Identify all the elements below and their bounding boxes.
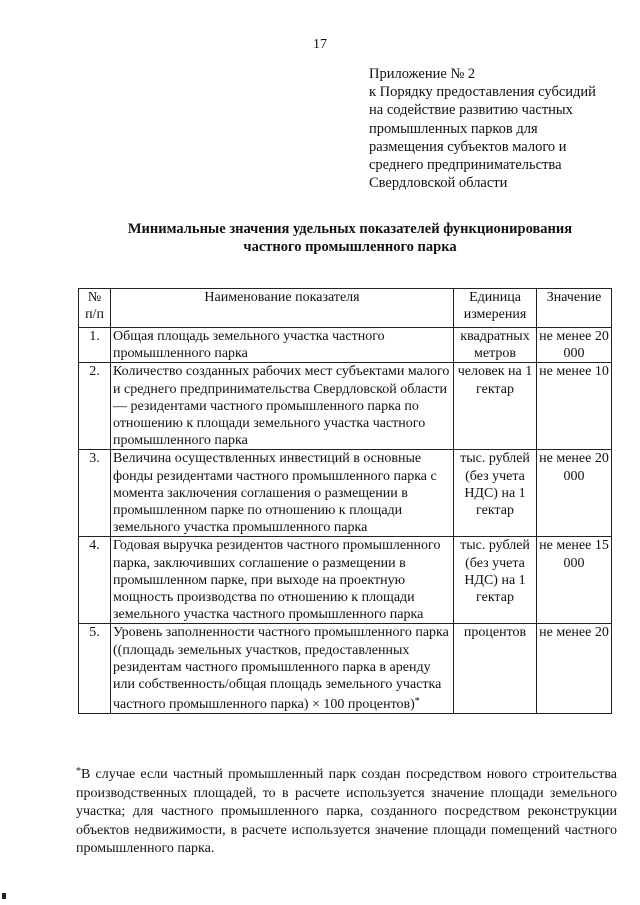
- appendix-line: Свердловской области: [369, 175, 508, 192]
- appendix-header: [369, 65, 629, 192]
- title-line-1: Минимальные значения удельных показателей функционирования: [127, 221, 573, 237]
- appendix-line: на содействие развитию частных: [369, 102, 573, 119]
- appendix-line: среднего предпринимательства: [369, 157, 562, 174]
- table-row: [79, 363, 612, 450]
- header-num: № п/п: [79, 289, 111, 328]
- page-number: 17: [313, 37, 327, 52]
- row-name: Величина осуществленных инвестиций в основные фонды резидентами частного промышленного парка с момента заключения соглашения о размещении в промышленном парке по отношению к площади земельного участка промышленного парка: [111, 450, 454, 537]
- row-num: 5.: [79, 624, 111, 714]
- row-value: не менее 20: [537, 624, 612, 714]
- scan-artifact: [2, 893, 6, 899]
- header-unit: Единица измерения: [454, 289, 537, 328]
- document-title: [40, 220, 640, 256]
- row-name: Общая площадь земельного участка частного промышленного парка: [111, 328, 454, 363]
- row-unit: тыс. рублей (без учета НДС) на 1 гектар: [454, 537, 537, 624]
- header-name: Наименование показателя: [111, 289, 454, 328]
- footnote-mark: *: [76, 766, 81, 777]
- title-line-2: частного промышленного парка: [243, 239, 457, 255]
- indicators-table: [78, 288, 612, 714]
- row-name: Уровень заполненности частного промышленного парка ((площадь земельных участков, предоставленных резидентам частного промышленного парка в аренду или собственность/общая площадь земельного участка частного промышленного парка) × 100 процентов): [113, 625, 449, 713]
- row-num: 3.: [79, 450, 111, 537]
- row-unit: процентов: [454, 624, 537, 714]
- row-name: Количество созданных рабочих мест субъектами малого и среднего предпринимательства Свердловской области — резидентами частного промышленного парка по отношению к площади земельного участка частного промышленного парка: [111, 363, 454, 450]
- table-row: [79, 537, 612, 624]
- table-row: [79, 624, 612, 714]
- appendix-line: размещения субъектов малого и: [369, 138, 567, 155]
- table-header-row: [79, 289, 612, 328]
- row-unit: тыс. рублей (без учета НДС) на 1 гектар: [454, 450, 537, 537]
- row-value: не менее 15 000: [537, 537, 612, 624]
- row-value: не менее 20 000: [537, 328, 612, 363]
- row-num: 1.: [79, 328, 111, 363]
- table-row: [79, 328, 612, 363]
- row-value: не менее 10: [537, 363, 612, 450]
- footnote-text: В случае если частный промышленный парк создан посредством нового строительства производственных площадей, то в расчете используется значение площади земельного участка; для частного промышленного парка, созданного посредством реконструкции объектов недвижимости, в расчете используется значение площади помещений частного промышленного парка.: [76, 767, 617, 857]
- appendix-line: Приложение № 2: [369, 66, 476, 82]
- row-num: 4.: [79, 537, 111, 624]
- row-unit: квадратных метров: [454, 328, 537, 363]
- appendix-line: промышленных парков для: [369, 120, 538, 137]
- row-value: не менее 20 000: [537, 450, 612, 537]
- row-name-cell: [111, 624, 454, 714]
- footnote: [76, 763, 617, 859]
- row-name: Годовая выручка резидентов частного промышленного парка, заключивших соглашение о размещении в промышленном парке, при выходе на проектную мощность производства по отношению к площади земельного участка частного промышленного парка: [111, 537, 454, 624]
- table-row: [79, 450, 612, 537]
- row-num: 2.: [79, 363, 111, 450]
- footnote-reference-mark: *: [414, 696, 420, 708]
- appendix-line: к Порядку предоставления субсидий: [369, 84, 596, 101]
- row-unit: человек на 1 гектар: [454, 363, 537, 450]
- header-value: Значение: [537, 289, 612, 328]
